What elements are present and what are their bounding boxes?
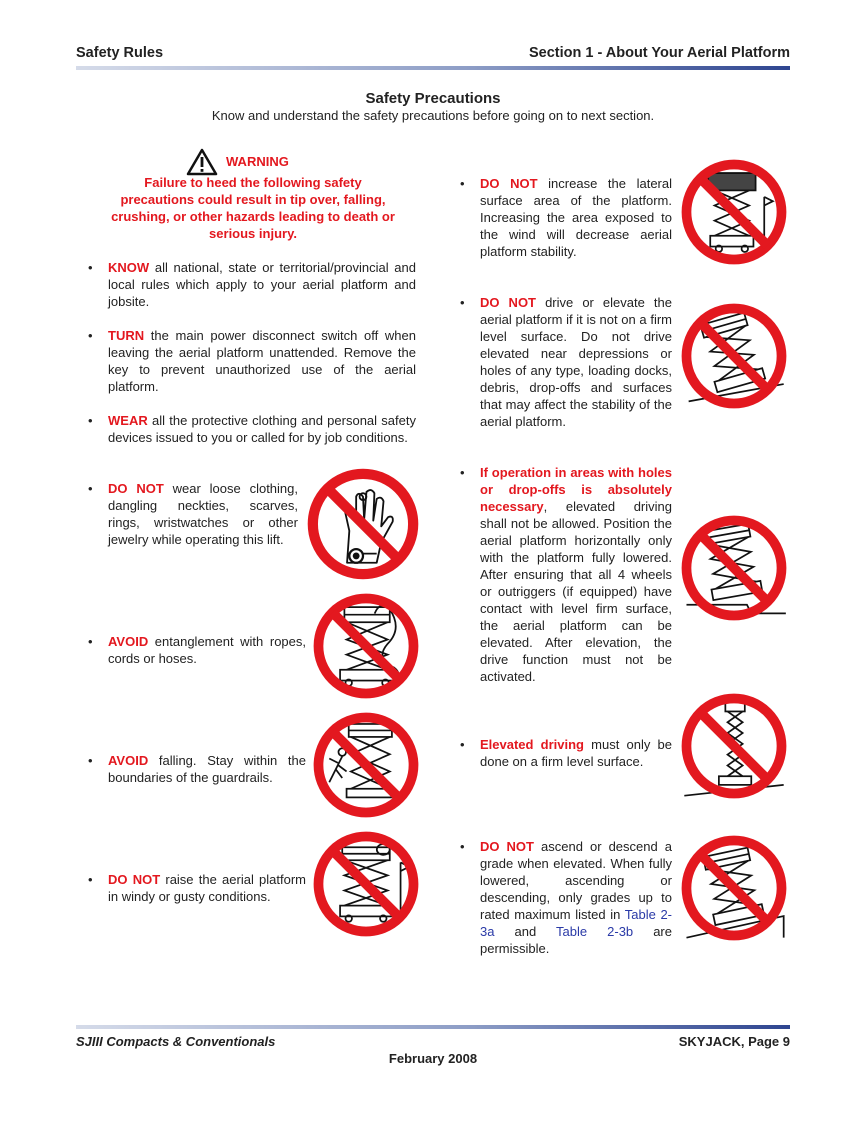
item-text: entanglement with ropes, cords or hoses. <box>108 634 306 666</box>
header-chapter-title: Section 1 - About Your Aerial Platform <box>528 45 790 61</box>
item-text: all the protective clothing and personal safety devices issued to you or called for by job conditions. <box>108 413 416 445</box>
item-text: are permissible. <box>480 924 672 956</box>
lateral-surface-icon <box>680 158 788 266</box>
item-keyword: KNOW <box>108 260 150 275</box>
item-text: increase the lateral surface area of the platform. Increasing the area exposed to the wind will decrease aerial platform stability. <box>480 176 673 259</box>
item-keyword: TURN <box>108 328 145 343</box>
item-keyword: AVOID <box>108 634 149 649</box>
page-subtitle: Know and understand the safety precautions before going on to next section. <box>211 108 655 123</box>
item-text: all national, state or territorial/provincial and local rules which apply to your aerial platform and jobsite. <box>108 260 416 309</box>
windy-conditions-icon <box>312 830 420 938</box>
item-text: must only be done on a firm level surface. <box>480 737 672 769</box>
list-item: • AVOID entanglement with ropes, cords or hoses. <box>88 634 306 666</box>
item-text: , elevated driving shall not be allowed. Position the aerial platform horizontally only with the platform fully lowered. After ensuring that all 4 wheels or outriggers (if equipped) have contact with level firm surface, the aerial platform can be elevated. After elevation, the drive function must not be activated. <box>480 499 672 684</box>
table-2-3a-link[interactable]: Table 2-3a <box>480 907 673 939</box>
list-item: • DO NOT ascend or descend a grade when elevated. When fully lowered, ascending or descending, only grades up to rated maximum listed in Table 2-3a and Table 2-3b are permissible. <box>460 839 673 956</box>
warning-triangle-icon <box>186 148 218 176</box>
item-text: and <box>494 924 557 939</box>
grade-icon <box>680 834 788 942</box>
uneven-surface-icon <box>680 302 788 410</box>
list-item: • DO NOT raise the aerial platform in windy or gusty conditions. <box>88 872 306 904</box>
item-text: wear loose clothing, dangling neckties, scarves, rings, wristwatches or other jewelry while operating this lift. <box>108 481 298 547</box>
elevated-driving-icon <box>680 692 788 800</box>
footer-manual-title: SJIII Compacts & Conventionals <box>76 1034 276 1049</box>
table-2-3b-link[interactable]: Table 2-3b <box>556 924 634 939</box>
footer-date: February 2008 <box>388 1051 478 1066</box>
page-title: Safety Precautions <box>365 90 501 107</box>
list-item: • DO NOT increase the lateral surface area of the platform. Increasing the area exposed to the wind will decrease aerial platform stability. <box>460 176 673 259</box>
list-item: • If operation in areas with holes or drop-offs is absolutely necessary, elevated driving shall not be allowed. Position the aerial platform horizontally only with the platform fully lowered. After ensuring that all 4 wheels or outriggers (if equipped) have contact with level firm surface, the aerial platform can be elevated. After elevation, the drive function must not be activated. <box>460 465 672 684</box>
item-keyword: If operation in areas with holes or drop-offs is absolutely necessary <box>480 465 672 514</box>
list-item: • TURN the main power disconnect switch off when leaving the aerial platform unattended. Remove the key to prevent unauthorized use of the aerial platform. <box>88 328 416 394</box>
item-text: falling. Stay within the boundaries of the guardrails. <box>108 753 306 785</box>
item-text: ascend or descend a grade when elevated. When fully lowered, ascending or descending, only grades up to rated maximum listed in <box>480 839 672 922</box>
drop-off-icon <box>680 514 788 622</box>
item-keyword: DO NOT <box>108 481 164 496</box>
warning-text: Failure to heed the following safety precautions could result in tip over, falling, crushing, or other hazards leading to death or serious injury. <box>111 175 395 241</box>
item-keyword: WEAR <box>108 413 148 428</box>
item-keyword: Elevated driving <box>480 737 584 752</box>
list-item: • Elevated driving must only be done on a firm level surface. <box>460 737 672 769</box>
item-keyword: DO NOT <box>108 872 161 887</box>
list-item: • KNOW all national, state or territorial/provincial and local rules which apply to your aerial platform and jobsite. <box>88 260 416 309</box>
no-jewelry-icon <box>306 467 420 581</box>
list-item: • DO NOT drive or elevate the aerial platform if it is not on a firm level surface. Do not drive elevated near depressions or holes of any type, loading docks, debris, drop-offs and surfaces that may affect the stability of the aerial platform. <box>460 295 672 429</box>
warning-label: WARNING <box>226 154 289 169</box>
item-text: the main power disconnect switch off when leaving the aerial platform unattended. Remove the key to prevent unauthorized use of the aerial platform. <box>108 328 416 394</box>
footer-rule <box>76 1025 790 1029</box>
falling-icon <box>312 711 420 819</box>
warning-heading <box>186 148 316 176</box>
list-item: • DO NOT wear loose clothing, dangling neckties, scarves, rings, wristwatches or other jewelry while operating this lift. <box>88 481 298 547</box>
item-keyword: AVOID <box>108 753 149 768</box>
list-item: • AVOID falling. Stay within the boundaries of the guardrails. <box>88 753 306 785</box>
item-keyword: DO NOT <box>480 839 534 854</box>
item-text: drive or elevate the aerial platform if it is not on a firm level surface. Do not drive elevated near depressions or holes of any type, loading docks, debris, drop-offs and surfaces that may affect the stability of the aerial platform. <box>480 295 672 429</box>
entanglement-icon <box>312 592 420 700</box>
item-keyword: DO NOT <box>480 176 538 191</box>
footer-page-number: SKYJACK, Page 9 <box>678 1034 790 1049</box>
item-text: raise the aerial platform in windy or gusty conditions. <box>108 872 306 904</box>
header-section-title: Safety Rules <box>76 45 164 61</box>
list-item: • WEAR all the protective clothing and personal safety devices issued to you or called for by job conditions. <box>88 413 416 445</box>
item-keyword: DO NOT <box>480 295 537 310</box>
header-rule <box>76 66 790 70</box>
